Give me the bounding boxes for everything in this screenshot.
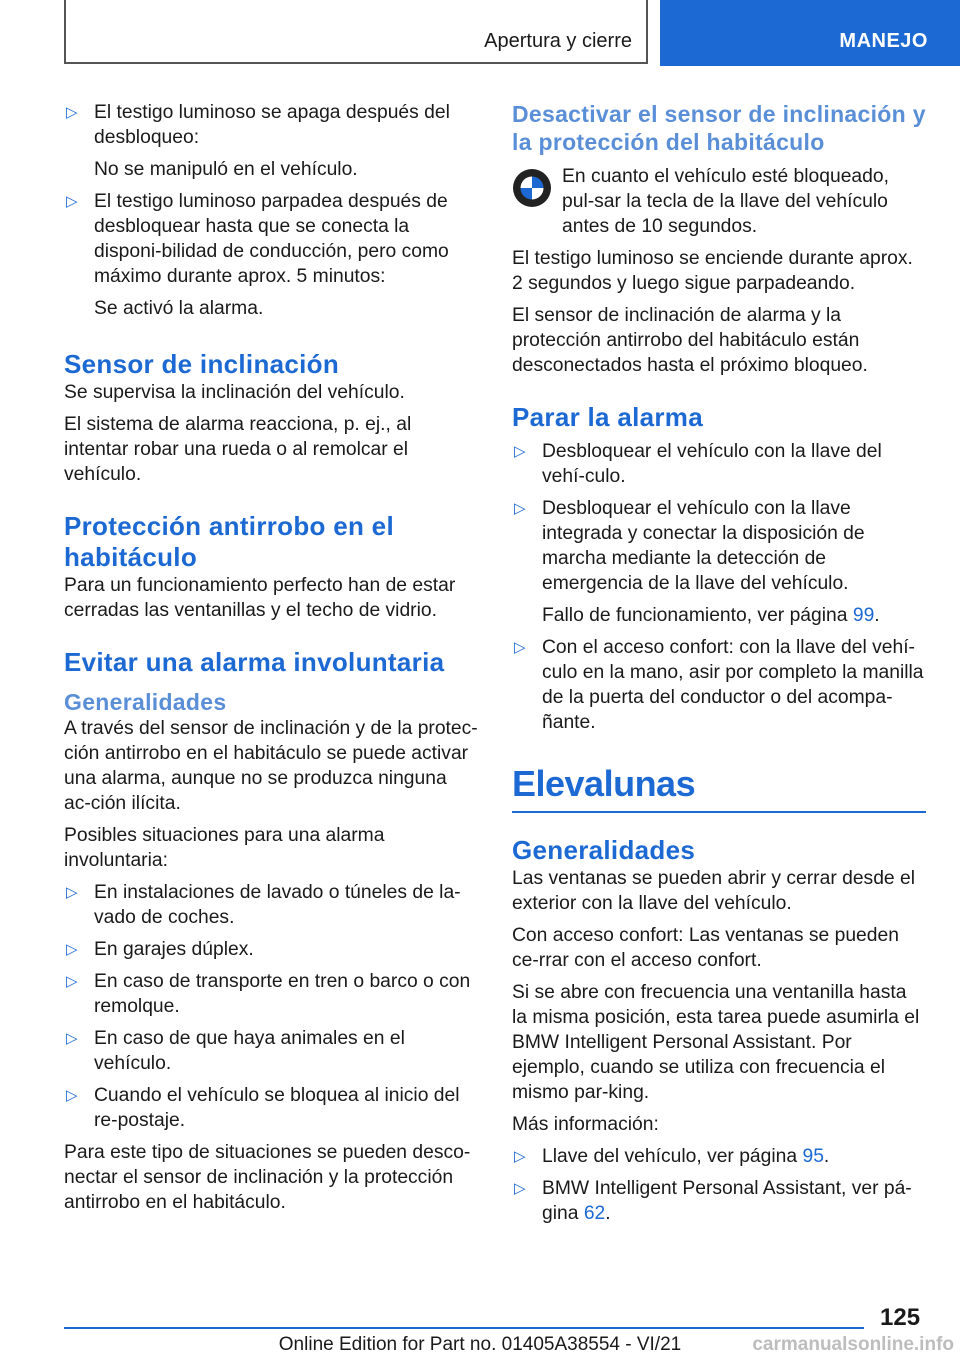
- paragraph: El sensor de inclinación de alarma y la protección antirrobo del habitáculo están desconectados hasta el próximo bloqueo.: [512, 305, 868, 376]
- bullet-triangle-icon: ▷: [514, 1148, 526, 1165]
- footer-divider: [64, 1327, 864, 1329]
- paragraph: El testigo luminoso se enciende durante aprox. 2 segundos y luego sigue parpadeando.: [512, 248, 913, 294]
- paragraph: Posibles situaciones para una alarma involuntaria:: [64, 825, 385, 871]
- heading-parar: Parar la alarma: [512, 402, 703, 432]
- bullet-triangle-icon: ▷: [66, 973, 78, 990]
- heading-proteccion: Protección antirrobo en el habitáculo: [64, 511, 394, 572]
- list-item: ▷ Con el acceso confort: con la llave del vehí-culo en la mano, asir por completo la manilla de la puerta del conductor o del acompa-ñante.: [514, 637, 924, 733]
- heading-sensor: Sensor de inclinación: [64, 349, 340, 379]
- page-number: 125: [880, 1304, 921, 1331]
- page-link[interactable]: 99: [852, 605, 875, 626]
- bmw-logo-icon: [512, 168, 552, 208]
- list-item: ▷ Llave del vehículo, ver página 95.: [514, 1146, 830, 1167]
- heading-elevalunas: Elevalunas: [512, 763, 926, 813]
- paragraph: A través del sensor de inclinación y de la protec-ción antirrobo en el habitáculo se puede activar una alarma, aunque no se produzca ninguna ac-ción ilícita.: [64, 718, 478, 814]
- bullet-triangle-icon: ▷: [66, 941, 78, 958]
- list-item-sub: No se manipuló en el vehículo.: [94, 159, 358, 180]
- bullet-triangle-icon: ▷: [514, 639, 526, 656]
- section-title: Apertura y cierre: [484, 30, 632, 52]
- bullet-triangle-icon: ▷: [66, 1030, 78, 1047]
- footer-watermark: carmanualsonline.info: [752, 1334, 954, 1355]
- bullet-triangle-icon: ▷: [514, 443, 526, 460]
- left-column: [64, 100, 478, 1222]
- list-item: ▷ Desbloquear el vehículo con la llave integrada y conectar la disposición de marcha mediante la detección de emergencia de la llave del vehículo.: [514, 498, 865, 594]
- list-item-sub: Fallo de funcionamiento, ver página 99.: [542, 605, 880, 626]
- list-item: ▷ En instalaciones de lavado o túneles de la-vado de coches.: [66, 882, 461, 928]
- paragraph: Si se abre con frecuencia una ventanilla hasta la misma posición, esta tarea puede asumirla el BMW Intelligent Personal Assistant. Por ejemplo, cuando se utiliza con frecuencia el mismo par-king.: [512, 982, 920, 1103]
- list-item: ▷ Cuando el vehículo se bloquea al inicio del re-postaje.: [66, 1085, 460, 1131]
- bullet-triangle-icon: ▷: [66, 104, 78, 121]
- list-item: ▷ BMW Intelligent Personal Assistant, ver pá-gina 62.: [514, 1178, 912, 1224]
- list-item: ▷ En caso de transporte en tren o barco o con remolque.: [66, 971, 471, 1017]
- paragraph: Para este tipo de situaciones se pueden desco-nectar el sensor de inclinación y la protección antirrobo en el habitáculo.: [64, 1142, 471, 1213]
- header-frame: [64, 0, 648, 64]
- bullet-triangle-icon: ▷: [66, 1087, 78, 1104]
- page-link[interactable]: 62: [583, 1203, 606, 1224]
- bullet-triangle-icon: ▷: [514, 1180, 526, 1197]
- paragraph: Las ventanas se pueden abrir y cerrar desde el exterior con la llave del vehículo.: [512, 868, 916, 914]
- logo-paragraph: En cuanto el vehículo esté bloqueado, pul-sar la tecla de la llave del vehículo antes de 10 segundos.: [512, 164, 926, 239]
- paragraph: Se supervisa la inclinación del vehículo.: [64, 382, 405, 403]
- paragraph: El sistema de alarma reacciona, p. ej., al intentar robar una rueda o al remolcar el vehículo.: [64, 414, 412, 485]
- heading-evitar: Evitar una alarma involuntaria: [64, 647, 445, 677]
- footer-edition: Online Edition for Part no. 01405A38554 - VI/21: [278, 1334, 682, 1355]
- heading-generalidades: Generalidades: [64, 689, 227, 715]
- bullet-triangle-icon: ▷: [66, 193, 78, 210]
- list-item: ▷ El testigo luminoso parpadea después de desbloquear hasta que se conecta la disponi-bilidad de conducción, pero como máximo durante aprox. 5 minutos:: [66, 191, 449, 287]
- right-column: [512, 100, 926, 1233]
- tab-manejo[interactable]: [660, 0, 960, 66]
- bullet-triangle-icon: ▷: [514, 500, 526, 517]
- bullet-triangle-icon: ▷: [66, 884, 78, 901]
- paragraph: Con acceso confort: Las ventanas se pueden ce-rrar con el acceso confort.: [512, 925, 899, 971]
- tab-manejo-label: MANEJO: [839, 30, 928, 52]
- list-item-sub: Se activó la alarma.: [94, 298, 264, 319]
- paragraph: Más información:: [512, 1114, 659, 1135]
- heading-desactivar: Desactivar el sensor de inclinación y la protección del habitáculo: [512, 101, 926, 155]
- list-item: ▷ Desbloquear el vehículo con la llave del vehí-culo.: [514, 441, 882, 487]
- list-item: ▷ El testigo luminoso se apaga después del desbloqueo:: [66, 102, 450, 148]
- heading-generalidades-2: Generalidades: [512, 835, 696, 865]
- page-link[interactable]: 95: [802, 1146, 824, 1167]
- list-item: ▷ En garajes dúplex.: [66, 939, 254, 960]
- paragraph: Para un funcionamiento perfecto han de estar cerradas las ventanillas y el techo de vidrio.: [64, 575, 456, 621]
- list-item: ▷ En caso de que haya animales en el vehículo.: [66, 1028, 405, 1074]
